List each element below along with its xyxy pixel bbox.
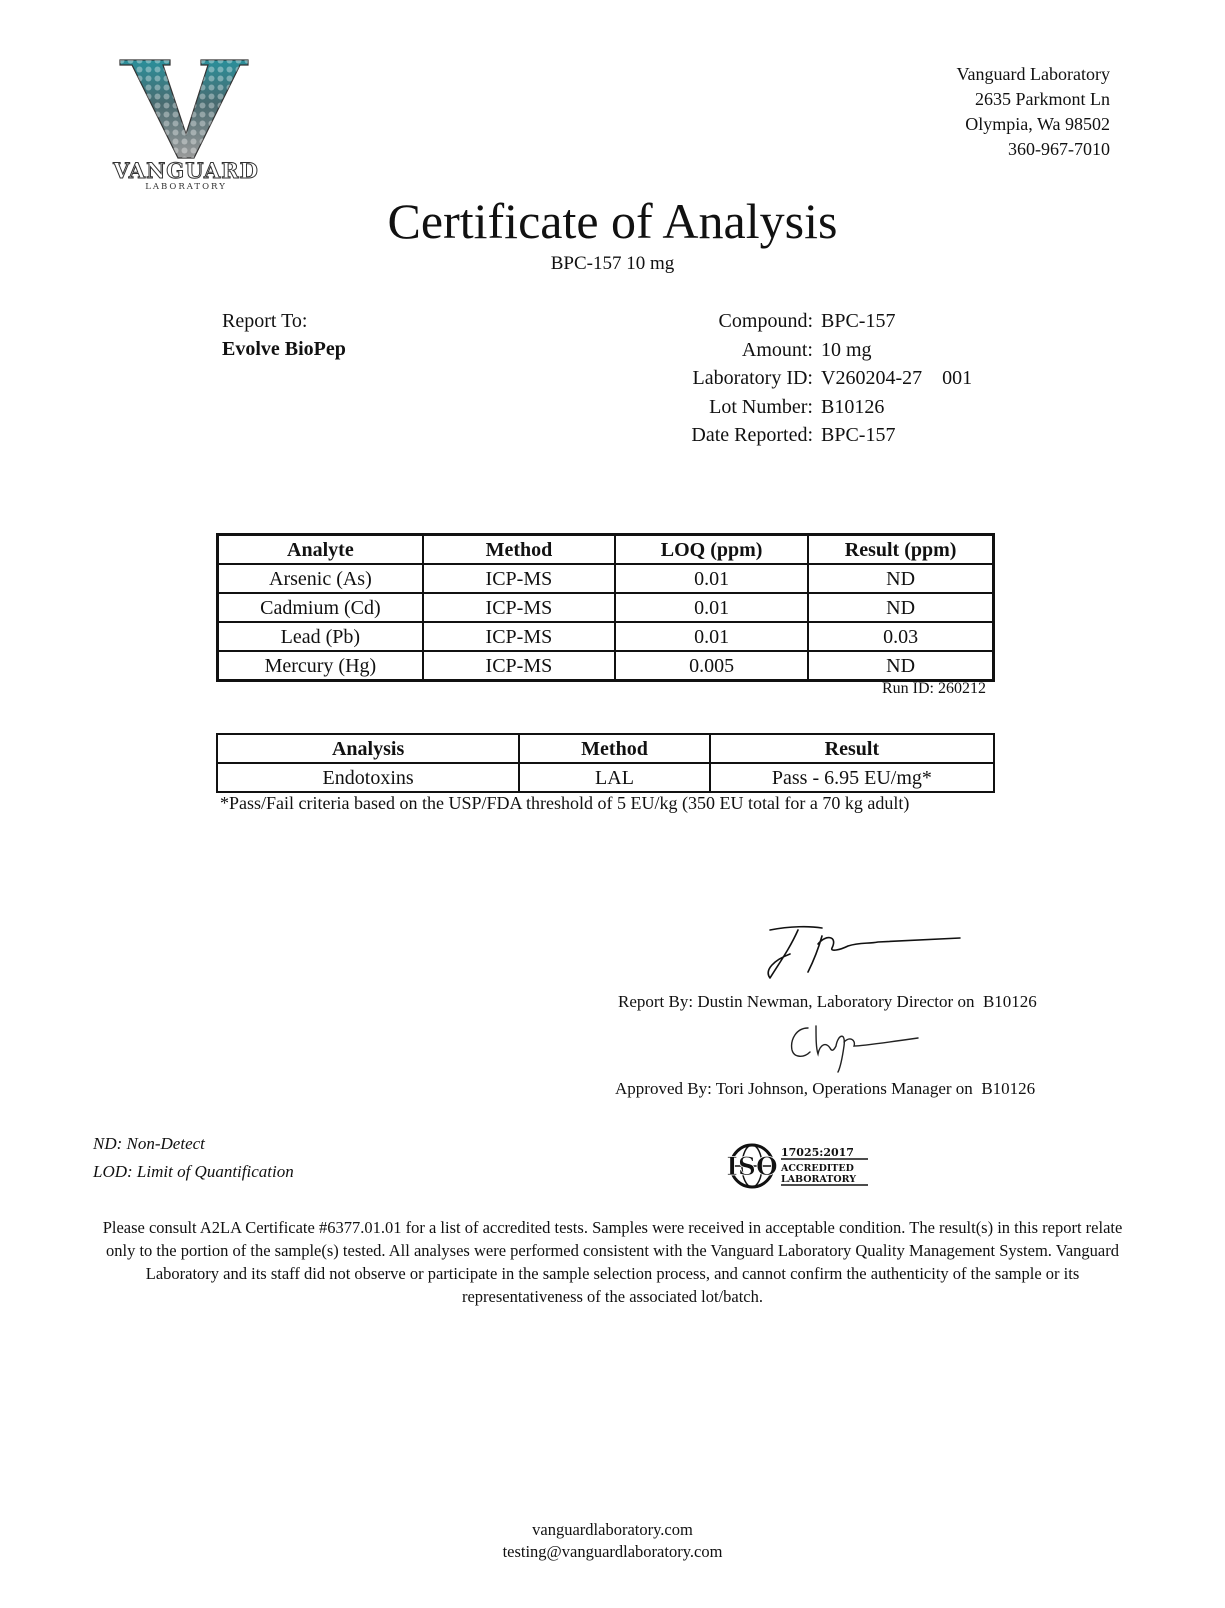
table-row (218, 651, 994, 681)
abbreviation-legend (93, 1130, 294, 1186)
disclaimer: Please consult A2LA Certificate #6377.01.01 for a list of accredited tests. Samples were received in acceptable condition. The result(s) in this report relate only to the portion of the sample(s) tested. All analyses were performed consistent with the Vanguard Laboratory Quality Management System. Vanguard Laboratory and its staff did not observe or participate in the sample selection process, and cannot confirm the authenticity of the sample or its representativeness of the associated lot/batch. (102, 1218, 1123, 1306)
heavy-metals-table (216, 533, 995, 682)
sample-info-row (560, 393, 972, 422)
table-cell: ND (808, 593, 993, 622)
table-cell: ICP-MS (423, 651, 615, 681)
footer-website: vanguardlaboratory.com (532, 1520, 693, 1539)
sample-info-value: BPC-157 (821, 310, 896, 332)
sample-info (560, 307, 972, 450)
vanguard-v-logo-icon (108, 56, 264, 192)
page-subtitle: BPC-157 10 mg (550, 253, 675, 274)
column-header: Method (423, 535, 615, 565)
table-cell: Pass - 6.95 EU/mg* (710, 763, 994, 792)
sample-info-row (560, 307, 972, 336)
approved-by-date: B10126 (981, 1079, 1036, 1098)
table-cell: Arsenic (As) (218, 564, 423, 593)
criteria-note: *Pass/Fail criteria based on the USP/FDA threshold of 5 EU/kg (350 EU total for a 70 kg adult) (220, 793, 910, 813)
sample-info-label: Amount: (741, 338, 813, 361)
table-row (218, 593, 994, 622)
table-cell: LAL (519, 763, 710, 792)
svg-text:ISO: ISO (726, 1152, 778, 1181)
approved-by-text: Approved By: Tori Johnson, Operations Manager on (615, 1079, 973, 1098)
lab-phone: 360-967-7010 (1008, 139, 1110, 159)
sample-info-row (560, 336, 972, 365)
svg-text:17025:2017: 17025:2017 (781, 1146, 854, 1159)
sample-info-value: B10126 (821, 395, 885, 418)
svg-text:VANGUARD: VANGUARD (113, 158, 259, 183)
column-header: Result (710, 734, 994, 763)
table-cell: ICP-MS (423, 622, 615, 651)
director-signature-icon (760, 920, 965, 985)
run-id: Run ID: 260212 (882, 680, 986, 697)
footer (0, 1519, 1225, 1563)
report-by (618, 991, 1037, 1013)
table-header-row (217, 734, 994, 763)
report-by-date: B10126 (982, 992, 1037, 1011)
column-header: LOQ (ppm) (615, 535, 808, 565)
svg-text:LABORATORY: LABORATORY (781, 1174, 857, 1185)
table-cell: 0.005 (615, 651, 808, 681)
lab-city: Olympia, Wa 98502 (965, 114, 1110, 134)
sample-info-label: Lot Number: (709, 395, 813, 418)
table-cell: Lead (Pb) (218, 622, 423, 651)
svg-text:ACCREDITED: ACCREDITED (781, 1163, 854, 1174)
column-header: Analyte (218, 535, 423, 565)
column-header: Analysis (217, 734, 519, 763)
sample-info-value: 10 mg (821, 338, 872, 361)
iso-accreditation-badge-icon (726, 1143, 872, 1189)
legend-item: LOD: Limit of Quantification (93, 1162, 294, 1181)
legend-item: ND: Non-Detect (93, 1134, 205, 1153)
manager-signature-icon (786, 1016, 926, 1074)
table-cell: ICP-MS (423, 593, 615, 622)
sample-info-label: Compound: (718, 310, 813, 332)
lab-street: 2635 Parkmont Ln (975, 89, 1110, 109)
column-header: Result (ppm) (808, 535, 993, 565)
table-cell: 0.01 (615, 564, 808, 593)
table-cell: 0.03 (808, 622, 993, 651)
table-cell: 0.01 (615, 593, 808, 622)
table-cell: ICP-MS (423, 564, 615, 593)
sample-info-label: Laboratory ID: (692, 367, 813, 389)
table-cell: Mercury (Hg) (218, 651, 423, 681)
table-row (218, 564, 994, 593)
vanguard-logo (108, 56, 264, 192)
lab-address (957, 62, 1110, 162)
approved-by (615, 1078, 1035, 1100)
report-to (222, 307, 346, 363)
table-header-row (218, 535, 994, 565)
sample-info-value: BPC-157 (821, 424, 896, 446)
client-name: Evolve BioPep (222, 338, 346, 360)
footer-email: testing@vanguardlaboratory.com (502, 1542, 723, 1561)
table-cell: ND (808, 651, 993, 681)
sample-info-label: Date Reported: (691, 424, 813, 446)
column-header: Method (519, 734, 710, 763)
page-title: Certificate of Analysis (387, 193, 838, 249)
table-cell: 0.01 (615, 622, 808, 651)
svg-text:LABORATORY: LABORATORY (145, 182, 227, 192)
table-row (217, 763, 994, 792)
lab-name: Vanguard Laboratory (956, 64, 1110, 84)
sample-info-value: V260204-27 001 (821, 367, 973, 389)
table-cell: Endotoxins (217, 763, 519, 792)
endotoxin-table (216, 733, 995, 793)
sample-info-row (560, 421, 972, 450)
table-row (218, 622, 994, 651)
report-by-text: Report By: Dustin Newman, Laboratory Director on (618, 992, 975, 1011)
sample-info-row (560, 364, 972, 393)
report-to-label: Report To: (222, 310, 308, 332)
table-cell: ND (808, 564, 993, 593)
table-cell: Cadmium (Cd) (218, 593, 423, 622)
